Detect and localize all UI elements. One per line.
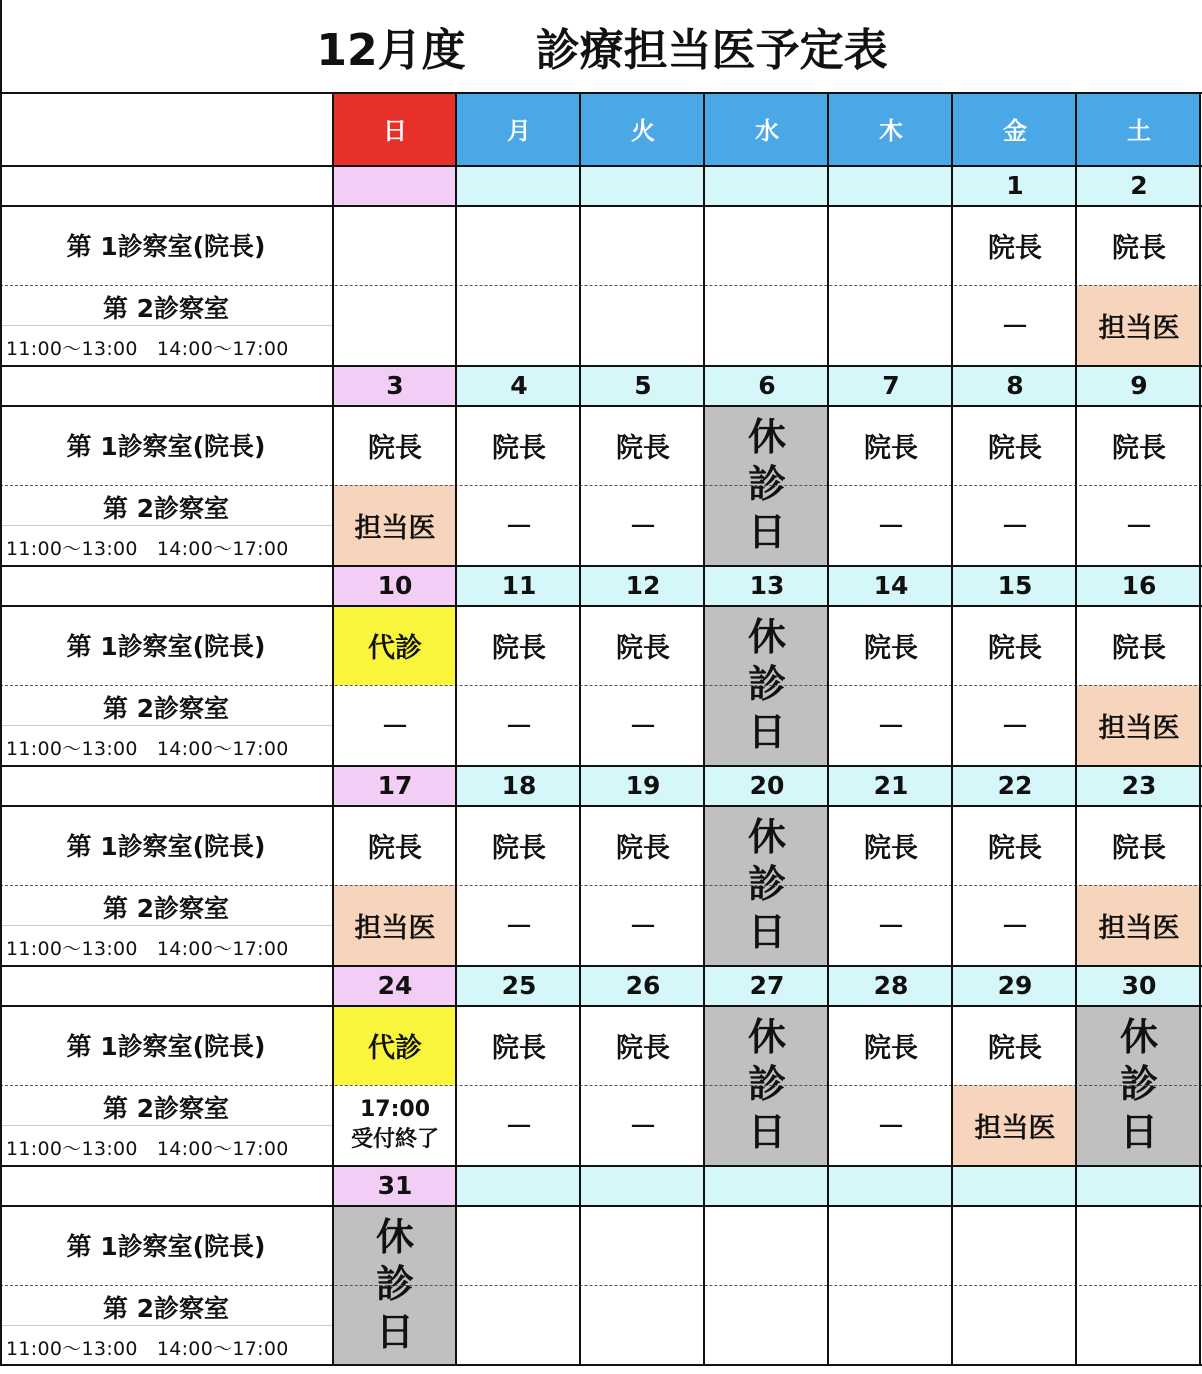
room1-cell	[581, 1205, 705, 1285]
room2-cell	[457, 285, 581, 365]
date-cell	[953, 1165, 1077, 1205]
reception-end-label: 受付終了	[350, 1127, 439, 1152]
room2-cell: －	[876, 510, 905, 543]
room1-cell: 院長	[988, 1032, 1042, 1064]
room1-cell	[705, 1205, 829, 1285]
date-cell	[581, 1165, 705, 1205]
room1-cell: 院長	[492, 632, 546, 664]
room1-cell: 院長	[988, 832, 1042, 864]
room2-cell: －	[504, 1110, 533, 1143]
date-cell: 19	[581, 765, 705, 805]
room1-cell: 院長	[1112, 632, 1166, 664]
closed-day-char: 診	[747, 662, 786, 707]
room2-cell: 担当医	[1077, 685, 1201, 765]
date-cell: 29	[953, 965, 1077, 1005]
room2-cell	[705, 285, 829, 365]
date-cell: 10	[333, 565, 457, 605]
room1-cell: 院長	[368, 832, 422, 864]
date-cell: 15	[953, 565, 1077, 605]
date-cell: 26	[581, 965, 705, 1005]
room1-cell	[457, 1205, 581, 1285]
date-cell: 6	[705, 365, 829, 405]
room2-label-text: 第 2診察室	[102, 894, 230, 924]
closed-day-char: 診	[1119, 1062, 1158, 1107]
room1-cell: 院長	[492, 832, 546, 864]
room1-label: 第 1診察室(院長)	[66, 632, 266, 661]
room1-cell	[953, 1205, 1077, 1285]
room1-cell: 院長	[988, 632, 1042, 664]
date-cell: 12	[581, 565, 705, 605]
closed-day-char: 診	[747, 1062, 786, 1107]
room1-cell: 院長	[492, 432, 546, 464]
closed-day-char: 休	[747, 1014, 786, 1059]
closed-day-char: 休	[1119, 1014, 1158, 1059]
date-cell: 3	[333, 365, 457, 405]
room1-cell	[1077, 1205, 1201, 1285]
room1-cell	[457, 205, 581, 285]
date-cell: 13	[705, 565, 829, 605]
closed-day-char: 日	[747, 909, 786, 954]
day-of-week-header: 土	[1077, 92, 1201, 165]
schedule-table	[0, 92, 1202, 1374]
title-month: 12月度	[316, 25, 466, 76]
room2-cell: －	[1000, 710, 1029, 743]
date-cell	[1077, 1165, 1201, 1205]
room1-cell: 院長	[368, 432, 422, 464]
room1-cell	[829, 205, 953, 285]
closed-day-char: 日	[747, 709, 786, 754]
date-cell: 18	[457, 765, 581, 805]
date-cell: 11	[457, 565, 581, 605]
room1-label: 第 1診察室(院長)	[66, 1232, 266, 1261]
room2-cell: －	[380, 710, 409, 743]
room2-label-text: 第 2診察室	[102, 294, 230, 324]
date-cell	[705, 165, 829, 205]
room2-label-text: 第 2診察室	[102, 1294, 230, 1324]
room2-cell: －	[876, 910, 905, 943]
room1-cell: 院長	[988, 432, 1042, 464]
closed-day-char: 日	[747, 509, 786, 554]
room2-cell: －	[628, 510, 657, 543]
date-cell: 1	[953, 165, 1077, 205]
room1-cell	[829, 1205, 953, 1285]
title-main: 診療担当医予定表	[535, 25, 888, 76]
room1-label: 第 1診察室(院長)	[66, 432, 266, 461]
room2-hours: 11:00〜13:00 14:00〜17:00	[6, 1137, 289, 1160]
room2-cell	[829, 285, 953, 365]
room2-cell: －	[504, 710, 533, 743]
closed-day-char: 日	[747, 1109, 786, 1154]
room1-cell: 院長	[864, 432, 918, 464]
reception-end-cell	[333, 1085, 457, 1165]
date-cell: 20	[705, 765, 829, 805]
room2-cell: －	[504, 910, 533, 943]
room2-cell	[1077, 1285, 1201, 1365]
room2-cell: －	[876, 710, 905, 743]
room2-cell	[581, 285, 705, 365]
closed-day-char: 休	[375, 1214, 414, 1259]
room1-cell: 院長	[1112, 232, 1166, 264]
day-of-week-header: 水	[705, 92, 829, 165]
room1-cell: 院長	[616, 1032, 670, 1064]
date-cell	[333, 165, 457, 205]
room1-cell: 院長	[864, 632, 918, 664]
room1-cell: 代診	[333, 1005, 457, 1085]
room1-label: 第 1診察室(院長)	[66, 1032, 266, 1061]
room2-cell	[457, 1285, 581, 1365]
date-cell: 14	[829, 565, 953, 605]
room2-cell	[705, 1285, 829, 1365]
date-cell: 27	[705, 965, 829, 1005]
room2-cell: 担当医	[953, 1085, 1077, 1165]
room1-cell: 代診	[333, 605, 457, 685]
room2-cell: －	[628, 910, 657, 943]
date-cell: 16	[1077, 565, 1201, 605]
room2-cell: －	[1000, 310, 1029, 343]
room1-cell: 院長	[1112, 832, 1166, 864]
date-cell	[829, 1165, 953, 1205]
room2-label-text: 第 2診察室	[102, 1094, 230, 1124]
room2-cell: －	[1000, 910, 1029, 943]
room2-cell: －	[1124, 510, 1153, 543]
room2-cell: －	[504, 510, 533, 543]
day-of-week-header: 火	[581, 92, 705, 165]
closed-day-char: 休	[747, 814, 786, 859]
date-cell: 9	[1077, 365, 1201, 405]
room2-label-text: 第 2診察室	[102, 694, 230, 724]
day-of-week-header: 月	[457, 92, 581, 165]
date-cell: 21	[829, 765, 953, 805]
room1-cell: 院長	[616, 432, 670, 464]
room2-hours: 11:00〜13:00 14:00〜17:00	[6, 737, 289, 760]
room2-cell: 担当医	[1077, 285, 1201, 365]
date-cell: 4	[457, 365, 581, 405]
date-cell: 23	[1077, 765, 1201, 805]
date-cell: 7	[829, 365, 953, 405]
room1-cell	[581, 205, 705, 285]
room2-cell	[829, 1285, 953, 1365]
room1-cell: 院長	[616, 632, 670, 664]
closed-day-char: 診	[747, 862, 786, 907]
room2-hours: 11:00〜13:00 14:00〜17:00	[6, 1337, 289, 1360]
reception-end-time: 17:00	[359, 1097, 431, 1123]
room2-cell	[581, 1285, 705, 1365]
room1-cell: 院長	[864, 832, 918, 864]
date-cell	[829, 165, 953, 205]
room2-hours: 11:00〜13:00 14:00〜17:00	[6, 937, 289, 960]
date-cell	[457, 165, 581, 205]
closed-day-char: 診	[375, 1262, 414, 1307]
room1-label: 第 1診察室(院長)	[66, 832, 266, 861]
room2-cell: －	[628, 710, 657, 743]
room2-cell	[953, 1285, 1077, 1365]
closed-day-char: 診	[747, 462, 786, 507]
room2-hours: 11:00〜13:00 14:00〜17:00	[6, 337, 289, 360]
date-cell: 22	[953, 765, 1077, 805]
date-cell	[581, 165, 705, 205]
room2-cell: 担当医	[333, 485, 457, 565]
room1-cell: 院長	[616, 832, 670, 864]
room2-hours: 11:00〜13:00 14:00〜17:00	[6, 537, 289, 560]
room1-cell: 院長	[988, 232, 1042, 264]
room1-cell: 院長	[864, 1032, 918, 1064]
date-cell	[705, 1165, 829, 1205]
room2-label-text: 第 2診察室	[102, 494, 230, 524]
closed-day-char: 日	[1119, 1109, 1158, 1154]
closed-day-char: 日	[375, 1309, 414, 1354]
date-cell: 8	[953, 365, 1077, 405]
date-cell: 31	[333, 1165, 457, 1205]
date-cell: 17	[333, 765, 457, 805]
closed-day-char: 休	[747, 414, 786, 459]
room1-cell: 院長	[1112, 432, 1166, 464]
date-cell: 25	[457, 965, 581, 1005]
room2-cell: －	[628, 1110, 657, 1143]
room1-label: 第 1診察室(院長)	[66, 232, 266, 261]
day-of-week-header: 金	[953, 92, 1077, 165]
date-cell: 2	[1077, 165, 1201, 205]
page-title	[0, 0, 1202, 92]
day-of-week-header: 日	[333, 92, 457, 165]
room1-cell	[705, 205, 829, 285]
room1-cell: 院長	[492, 1032, 546, 1064]
date-cell: 24	[333, 965, 457, 1005]
room2-cell: 担当医	[1077, 885, 1201, 965]
date-cell: 28	[829, 965, 953, 1005]
room2-cell	[333, 285, 457, 365]
date-cell: 30	[1077, 965, 1201, 1005]
closed-day-char: 休	[747, 614, 786, 659]
room1-cell	[333, 205, 457, 285]
date-cell: 5	[581, 365, 705, 405]
room2-cell: －	[876, 1110, 905, 1143]
room2-cell: 担当医	[333, 885, 457, 965]
date-cell	[457, 1165, 581, 1205]
room2-cell: －	[1000, 510, 1029, 543]
day-of-week-header: 木	[829, 92, 953, 165]
